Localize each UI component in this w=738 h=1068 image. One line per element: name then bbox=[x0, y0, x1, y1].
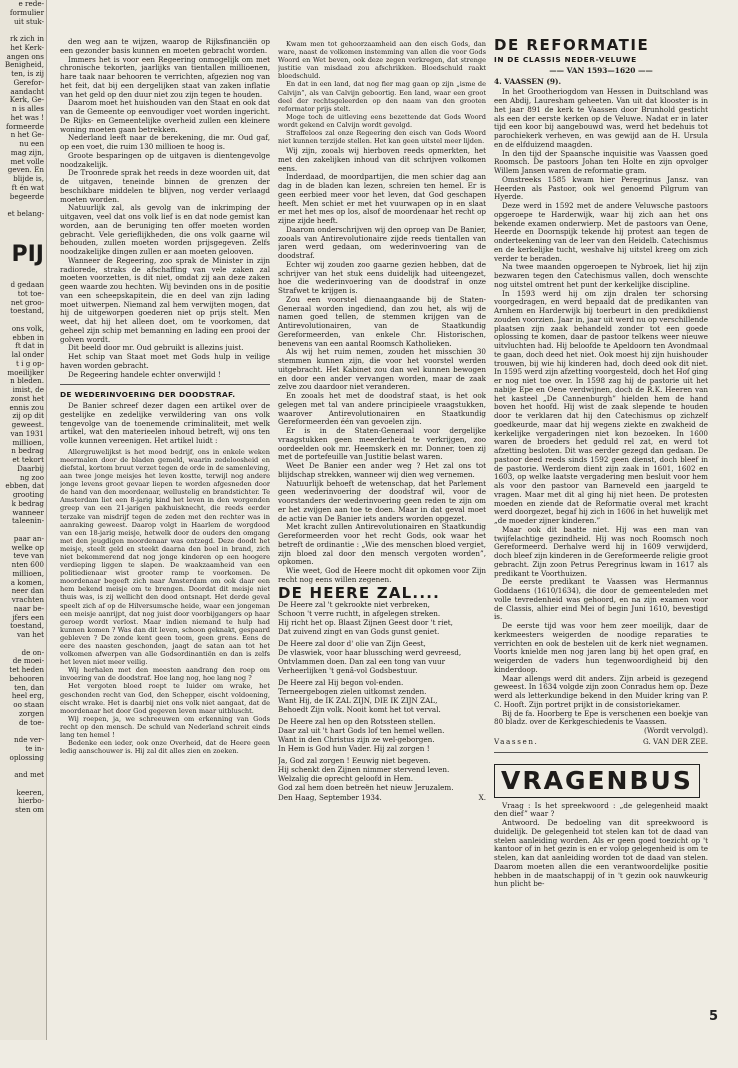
fragment-line: met volle bbox=[10, 156, 44, 166]
fragment-line: zonst het bbox=[10, 393, 44, 403]
poem-line: Ja, God zal zorgen ! Eeuwig niet begeven. bbox=[278, 756, 431, 766]
fragment-line: ten, is zij bbox=[11, 69, 44, 78]
poem-line: Daar zal uit 't hart Gods lof ten hemel wellen. bbox=[278, 726, 445, 736]
poem-line: Dat zuivend zingt en van Gods gunst geniet. bbox=[278, 626, 440, 636]
paragraph: Wanneer de Regeering, zoo sprak de Minister in zijn radiorede, straks de afschaffing van vele zaken zal moeten voorzetten, is dit niet, omdat zij aan deze zaken geen waarde zou hechten. Wij bevinden ons in de positie van een scheepskapitein, die en deel van zijn lading moet uitwerpen. Niemand zal hem verwijten mogen, dat hij de uitgeworpen goederen niet op prijs stelt. Men weet, dat hij het alleen doet, om te voorkomen, dat geheel zijn schip met bemanning en lading een prooi der golven wordt. bbox=[60, 255, 270, 344]
poem-line: De vlaswiek, voor haar blussching werd gevreesd, bbox=[278, 648, 462, 658]
fragment-line: toestand, bbox=[10, 306, 44, 316]
fragment-line: lal onder bbox=[11, 350, 44, 359]
fragment-line: paar an- bbox=[13, 533, 44, 543]
poem-title: DE HEERE ZAL.... bbox=[278, 583, 441, 602]
column-3 bbox=[494, 36, 708, 1036]
paragraph: Moge toch de uitleving eens bezettende dat Gods Woord wordt gekend en Calvijn wordt gevolgd. bbox=[278, 112, 486, 129]
paragraph: Omstreeks 1585 kwam hier Peregrinus Jansz. van Heerden als Pastoor, ook wel genoemd Pilgrum van Hyerde. bbox=[494, 174, 708, 202]
poem-line: Terneergebogen zielen uitkomst zenden. bbox=[278, 687, 427, 697]
fragment-line: et tekort bbox=[12, 455, 44, 464]
reformatie-place: Vaassen. bbox=[494, 736, 539, 746]
poem-line: In Hem is God hun Vader. Hij zal zorgen ! bbox=[278, 743, 430, 753]
fragment-line: ten, dan bbox=[14, 682, 44, 692]
paragraph: Kwam men tot gehoorzaamheid aan den eisch Gods, dan ware, naast de volkomen instemming van allen die voor Gods Woord en Wet beven, ook deze zegen verkregen, dat strenge justitie van misdaad zou afschrikken. Bloedschuld raakt bloedschuld. bbox=[278, 40, 486, 81]
fragment-line: keeren, bbox=[16, 787, 44, 797]
reformatie-body bbox=[494, 88, 708, 727]
poem-line: De Heere zal door d' olie van Zijn Geest, bbox=[278, 639, 426, 649]
paragraph: Maar ook dit baatte niet. Hij was een man van twijfelachtige gezindheid. Hij was noch Roomsch noch Gereformeerd. Derhalve werd hij in 1609 verwijderd, doch bleef zijn kinderen in de Gereformeerde religie groot gebracht. Zijn zoon Petrus Peregrinus kwam in 1617 als predikant te Voorthuizen. bbox=[494, 524, 708, 578]
fragment-line: heel erg, bbox=[11, 691, 44, 701]
fragment-line: vrachten bbox=[11, 595, 44, 604]
death-penalty-intro: De Banier schreef dezer dagen een artikel over de gestelijke en zedelijke verwildering van ons volk tengevolge van de toenemende criminaliteit, met welk artikel, wat den materieelen inhoud betreft, wij ons ten volle kunnen vereenigen. Het artikel luidt : bbox=[60, 401, 270, 445]
fragment-line: nde ver- bbox=[14, 735, 44, 744]
reformatie-subtitle: IN DE CLASSIS NEDER-VELUWE bbox=[494, 55, 637, 64]
fragment-line: geven. En bbox=[7, 165, 44, 175]
fragment-line: ft én wat bbox=[11, 182, 44, 192]
fragment-text-column bbox=[0, 0, 46, 815]
paragraph: Maar allengs werd dit anders. Zijn arbeid is gezegend geweest. In 1634 volgde zijn zoon Conradus hem op. Deze werd als letterkundige bekend in den Muider kring van P. C. Hooft. Zijn portret prijkt in de consistoriekamer. bbox=[494, 673, 708, 709]
fragment-line: net groo- bbox=[10, 297, 44, 307]
paragraph: Daarom moet het huishouden van den Staat en ook dat van de Gemeente op eenvoudiger voet worden ingericht. De Rijks- en Gemeentelijke overheid zullen een kleinere woning moeten gaan betrekken. bbox=[60, 98, 270, 134]
finance-article-body bbox=[60, 38, 270, 379]
fragment-line: a komen, bbox=[10, 577, 44, 587]
poem-line: Welzalig die oprecht geloofd in Hem. bbox=[278, 773, 413, 783]
fragment-line bbox=[0, 219, 46, 228]
paragraph: Na twee maanden opgeroepen te Nybroek, liet hij zijn bezwaren tegen den Catechismus vallen, doch wenschte nog uitstel omtrent het punt der kerkelijke discipline. bbox=[494, 262, 708, 289]
fragment-line: angen ons bbox=[6, 51, 44, 61]
reformatie-author: G. VAN DER ZEE. bbox=[643, 736, 708, 746]
column-divider bbox=[494, 752, 708, 753]
fragment-line: formulier bbox=[9, 7, 44, 17]
paragraph: Wij herhalen met den meesten aandrang den roep om invoering van de doodstraf. Hoe lang nog, hoe lang nog ? bbox=[60, 666, 270, 683]
paragraph: Immers het is voor een Regeering onmogelijk om met chronische tekorten, jaarlijks van tientallen millioenen, hare taak naar behooren te verrichten, afgezien nog van het feit, dat bij een dergelijken staat van zaken inflatie van het geld op den duur niet zou zijn tegen te houden. bbox=[60, 54, 270, 99]
death-penalty-heading: DE WEDERINVOERING DER DOODSTRAF. bbox=[60, 390, 236, 400]
fragment-line: van 1931 bbox=[10, 428, 44, 438]
vragenbus-title: VRAGENBUS bbox=[494, 764, 700, 798]
poem-line: Want in den Christus zijn ze wel-geborgen. bbox=[278, 734, 435, 744]
fragment-line: t i g op- bbox=[16, 358, 44, 368]
paragraph: Echter wij zouden zoo gaarne gezien hebben, dat de schrijver van het stuk eens duidelijk had uiteengezet, hoe die wederinvoering van de doodstraf in onze Strafwet te krijgen is. bbox=[278, 259, 486, 296]
fragment-line: tot toe- bbox=[17, 288, 44, 298]
fragment-line: millioen, bbox=[12, 568, 44, 578]
column-2 bbox=[278, 38, 486, 1018]
fragment-line: neer dan bbox=[11, 586, 44, 596]
vragenbus-question: Vraag : Is het spreekwoord : „de gelegenheid maakt den dief” waar ? bbox=[494, 800, 708, 819]
to-be-continued: (Wordt vervolgd). bbox=[644, 726, 708, 735]
reformatie-years: —— VAN 1593—1620 —— bbox=[549, 65, 653, 75]
fragment-line: formeerde bbox=[5, 121, 44, 131]
paragraph: Dit beeld door mr. Oud gebruikt is allezins juist. bbox=[68, 343, 244, 353]
fragment-line bbox=[0, 228, 46, 237]
previous-page-fragment bbox=[0, 0, 47, 1040]
fragment-line: hierbo- bbox=[18, 796, 44, 806]
paragraph: De eerste tijd was voor hem zeer moeilijk, daar de kerkmeesters weigerden de noodige reparaties te verrichten en ook de bestelen uit de kerk niet wegnamen. Voorts knielde men nog jaren lang bij het open graf, en weigerden de vaders hun tegenwoordigheid bij den kinderdoop. bbox=[494, 621, 708, 674]
paragraph: Het vergoten bloed roept te luider om wrake, het geschonden recht van God, den Schepper, eischt voldoening, eischt wrake. Het is daarbij niet ons volk niet aangaat, dat de moordenaar het door God gegeven leven maar uitbluscht. bbox=[60, 682, 270, 715]
paragraph: Daarom onderschrijven wij den oproep van De Banier, zooals van Antirevolutionaire zijde reeds tientallen van jaren werd gedaan, om wederinvoering van de doodstraf. bbox=[278, 224, 486, 261]
fragment-line: geweest. bbox=[11, 420, 44, 429]
fragment-line: van het bbox=[16, 630, 44, 639]
reformatie-article-number: 4. VAASSEN (9). bbox=[494, 76, 562, 86]
paragraph: Er is in de Staten-Generaal voor dergelijke vraagstukken geen meerderheid te verkrijgen, zoo oordeelden ook mr. Heemskerk en mr. Donner, toen zij met de portefeuille van Justitie belast waren. bbox=[278, 426, 486, 462]
fragment-line: ebben, dat bbox=[5, 481, 44, 491]
fragment-line: Daarbij bbox=[17, 463, 44, 473]
fragment-line: n het Ge- bbox=[10, 130, 44, 140]
paragraph: Weet De Banier een ander weg ? Het zal ons tot blijdschap strekken, wanneer wij dien weg vernemen. bbox=[278, 461, 486, 479]
fragment-big-word: PIJ bbox=[11, 242, 44, 268]
poem-line: Ontvlammen doen. Dan zal een tong van vuur bbox=[278, 656, 446, 666]
paragraph: En zooals het met de doodstraf staat, is het ook gelegen met tal van andere principieele vraagstukken, waarover Antirevolutionairen en Staatkundig Gereformeerden één van gevoelen zijn. bbox=[278, 391, 486, 427]
fragment-line: rk zich in bbox=[9, 34, 44, 43]
fragment-line: toestand, bbox=[10, 621, 44, 631]
column-divider bbox=[60, 384, 270, 385]
fragment-line: ennis zou bbox=[9, 402, 44, 412]
banier-quote bbox=[60, 448, 270, 756]
paragraph: Nederland leeft naar de berekening, die mr. Oud gaf, op een voet, die ruim 130 millioen te hoog is. bbox=[60, 133, 270, 151]
fragment-line: and met bbox=[14, 770, 44, 779]
paragraph: Als wij het ruim nemen, zouden het misschien 30 stemmen kunnen zijn, die voor het voorstel werden uitgebracht. Het Kabinet zou dan wel kunnen bewogen en door een ander vervangen worden, maar de zaak zelve zou daardoor niet veranderen. bbox=[278, 347, 486, 392]
fragment-line: et belang- bbox=[7, 209, 44, 218]
fragment-line: imist, de bbox=[12, 385, 44, 394]
fragment-line: ng zoo bbox=[20, 472, 44, 482]
fragment-line: moeilijker bbox=[7, 367, 44, 377]
fragment-line: aandacht bbox=[10, 86, 44, 96]
poem-signature bbox=[278, 794, 486, 803]
fragment-line: naar be- bbox=[13, 603, 44, 613]
poem-line: Want Hij, de IK ZAL ZIJN, DIE IK ZIJN ZAL, bbox=[278, 695, 438, 705]
paragraph: In den tijd der Spaansche inquisitie was Vaassen goed Roomsch. De pastoors Johan ten Holte en zijn opvolger Willem Jansen waren de reformatie gram. bbox=[494, 148, 708, 175]
fragment-line: tet heden bbox=[9, 665, 44, 674]
fragment-line: het Kerk- bbox=[10, 42, 44, 52]
paragraph: De Troonrede sprak het reeds in deze woorden uit, dat de uitgaven, teneinde binnen de grenzen der beschikbare middelen te blijven, nog verder verlaagd moeten worden. bbox=[60, 168, 270, 204]
fragment-line: millioen, bbox=[12, 437, 44, 447]
paragraph: Allergruwelijkst is het mood bedrijf, ons in enkele weken meermalen door de bladen gemeld, waarin zedeloosheid en diefstal, kortom bruut verzet tegen de orde in de samenleving, aan twee jonge meisjes het leven kostte, terwijl nog andere jonge levens groot gevaar liepen te worden afgesneden door de hand van den moordenaar, wellustelig en brandstichter. Te Amsterdam liet een 8-jarig kind het leven in den worgenden greep van een 21-jarigen pakhuisknecht, die reeds eerder terzake van misdrijf tegen de zeden met den rechter was in aanraking geweest. Daarop volgt in Haarlem de worgdood van een 18-jarig meisje, hetwelk door de ouders den omgang met den jeugdigen moordenaar was ontzegd. Deze doodt het meisje, steelt geld en steekt daarna den boel in brand, zich niet bekommerend dat nog jonge kinderen op een hoogere verdieping liggen te slapen. De waakzaamheid van een politiedienaar wist grooter ramp te voorkomen. De moordenaar begeeft zich naar Amsterdam om ook daar een hem bekend meisje om te brengen. Doordat dit meisje niet thuis was, is zij wellicht den dood ontsnapt. Het derde geval speelt zich af op de Hilversumsche heide, waar een jongeman een meisje aanrijpt, dat nog juist door voorbijgangers op haar geroep wordt verlost. Maar indien niemand te hulp had kunnen komen ? Was dan dit leven, schoon geknakt, gespaard gebleven ? De zonde kent geen toom, geen grens. Eens de eere des naasten geschonden, jaagt de satan aan tot het volkomen afwerpen van alle Godsordinantiën en dan is zelfs het leven niet meer veilig. bbox=[60, 447, 270, 667]
paragraph: De eerste predikant te Vaassen was Hermannus Goddaens (1610/1634), die door de gemeenteleden met volle tevredenheid was gehoord, en na zijn examen voor de Classis, alhier eind Mei of begin Juni 1610, bevestigd is. bbox=[494, 577, 708, 622]
fragment-line: taleenin- bbox=[12, 516, 44, 526]
fragment-line: de toe- bbox=[18, 717, 44, 727]
poem-line: Hij richt het op. Blaast Zijnen Geest door 't riet, bbox=[278, 617, 453, 627]
fragment-line: welke op bbox=[11, 542, 44, 552]
paragraph: Bedenke een ieder, ook onze Overheid, dat de Heere geen ledig aanschouwer is. Hij zal dit alles zien en zoeken. bbox=[60, 739, 270, 756]
fragment-line: nu een bbox=[19, 139, 44, 148]
paragraph: Wij roepen, ja, we schreeuwen om erkenning van Gods recht op den mensch. De schuld van Nederland schreit einds lang ten hemel ! bbox=[60, 714, 270, 740]
page-number: 5 bbox=[708, 1009, 718, 1024]
fragment-line: zij op dit bbox=[12, 411, 44, 421]
reformatie-signature bbox=[494, 738, 708, 747]
paragraph: In 1593 werd hij om zijn dralen ter schorsing voorgedragen, en werd bepaald dat de predikanten van Arnhem en Harderwijk bij toerbeurt in den predikdienst zouden voorzien. Jaar in, jaar uit werd nu op verschillende plaatsen zijn zaak behandeld zonder tot een goede oplossing te komen, daar de pastoor telkens weer nieuwe uitvluchten had. Hij beloofde te Apeldoorn ten Avondmaal te gaan, doch deed het niet. Ook moest hij zijn huishouder trouwen, bij wie hij kinderen had, doch deed ook dit niet. In 1595 werd zijn afzetting voorgesteld, doch het Hof ging er nog niet toe over. In 1598 zag hij de pastorie uit het nabije Epe en Oene verdwijnen, doch de R.K. Heeren van het kasteel „De Cannenburgh” hielden hem de hand boven het hoofd. Hij wist de zaak slepende te houden door te verklaren dat hij den Catechismus op zichzelf goedkeurde, maar dat hij wegens ziekte en zwakheid de kerkelijke vergaderingen niet kon bezoeken. In 1600 waren de broeders het geduld rel zat, en werd tot afzetting besloten. Dit was eerder gezegd dan gedaan. De pastoor deed reeds sinds 1592 geen dienst, doch bleef in de pastorie. Werderom dient zijn zaak in 1601, 1602 en 1603, op welke laatste vergadering men besluit voor hem als voor den pastoor van Barneveld een jaargeld te vragen. Maar met dit al ging hij niet heen. De protesten moeden en ziende dat de Reformatie overal met kracht werd doorgezet, begaf hij zich in 1606 in het huwelijk met „de moeder zijner kinderen.” bbox=[494, 288, 708, 525]
paragraph: En dat in een land, dat nog fier mag gaan op zijn „isme de Calvijn”, als van Calvijn geboortig. Een land, waar een groot deel der rechtsgeleerden op den naam van den grooten reformator prijs stelt. bbox=[278, 80, 486, 113]
paragraph: Deze werd in 1592 met de andere Veluwsche pastoors opgeroepe te Harderwijk, waar hij zich aan het ons bekende examen onderwierp. Met de pastoors van Oene, Heerde en Doornspijk tekende hij protest aan tegen de onderteekening van de leer van den Heidelb. Catechismus en de kerkelijke tucht, weshalve hij uitstel kreeg om zich verder te beraden. bbox=[494, 201, 708, 263]
reformatie-title: DE REFORMATIE bbox=[494, 36, 650, 54]
poem-line: De Heere zal hen op den Rotssteen stellen. bbox=[278, 717, 436, 727]
fragment-line: ebben in bbox=[12, 332, 44, 342]
poem-body bbox=[278, 601, 486, 792]
fragment-line: uit stuk- bbox=[14, 16, 44, 26]
fragment-line: begeerde bbox=[9, 191, 44, 201]
fragment-line: blijde is, bbox=[13, 174, 44, 183]
paragraph: Met kracht zullen Antirevolutionairen en Staatkundig Gereformeerden voor het recht Gods, ook waar het betreft de ordinantie : „Wie des menschen bloed vergiet, zijn bloed zal door den mensch vergoten worden”, opkomen. bbox=[278, 522, 486, 567]
poem-line: De Heere zal Hij begon vol-enden. bbox=[278, 678, 404, 688]
paragraph: Wie weet, God de Heere mocht dit opkomen voor Zijn recht nog eens willen zegenen. bbox=[278, 566, 486, 584]
fragment-line: grooting bbox=[12, 490, 44, 499]
fragment-line: e rede- bbox=[18, 0, 44, 8]
fragment-line: behooren bbox=[9, 673, 44, 683]
poem-line: Verheerlijken 't genâ-vol Godsbestuur. bbox=[278, 665, 418, 675]
paragraph: Wij zijn, zooals wij hierboven reeds opmerkten, het met den zakelijken inhoud van dit schrijven volkomen eens. bbox=[278, 146, 486, 173]
poem-line: De Heere zal 't gekrookte niet verbreken, bbox=[278, 600, 430, 610]
column-1 bbox=[60, 38, 270, 1018]
paragraph: Zou een voorstel dienaangaande bij de Staten-Generaal worden ingediend, dan zou het, als wij de namen goed tellen, de stemmen krijgen van de Antirevolutionairen, van de Staatkundig Gereformeerden, van enkele Chr. Historischen, benevens van een aantal Roomsch Katholieken. bbox=[278, 294, 486, 348]
poem-line: God zal hem doen betreën het nieuw Jeruzalem. bbox=[278, 782, 454, 792]
fragment-line: k bedrag bbox=[11, 498, 44, 508]
fragment-line: ft dat in bbox=[15, 341, 44, 351]
fragment-line: het was ! bbox=[10, 112, 44, 122]
fragment-line: de on- bbox=[21, 647, 44, 657]
fragment-line: te in- bbox=[25, 743, 44, 753]
fragment-line: oo staan bbox=[13, 700, 44, 709]
paragraph: den weg aan te wijzen, waarop de Rijksfinanciën op een gezonder basis kunnen en moeten gebracht worden. bbox=[60, 38, 270, 55]
fragment-line: n is alles bbox=[11, 104, 44, 113]
fragment-line: oplossing bbox=[9, 752, 44, 762]
fragment-line: nten 600 bbox=[11, 560, 44, 569]
fragment-line: Gerefor- bbox=[13, 77, 44, 87]
fragment-line: teve van bbox=[13, 551, 44, 561]
banier-quote-continued bbox=[278, 40, 486, 145]
fragment-line: n bleden. bbox=[10, 376, 44, 386]
poem-place-date: Den Haag, September 1934. bbox=[278, 793, 382, 803]
poem-line: Schoon 't verre ruchtt, in afgelegen streken. bbox=[278, 609, 441, 619]
fragment-line: ons volk, bbox=[11, 323, 44, 333]
fragment-line: sten om bbox=[15, 805, 44, 814]
fragment-line: mag zijn, bbox=[10, 147, 44, 157]
fragment-line: jfers een bbox=[12, 612, 44, 622]
fragment-line: n bedrag bbox=[11, 446, 44, 456]
fragment-line: Kerk, Ge- bbox=[9, 95, 44, 105]
paragraph: In het Grootheriogdom van Hessen in Duitschland was een Abdij, Lauresham geheeten. Van uit dat klooster is in het jaar 891 de kerk te Vaassen door Brunhold gesticht als een der eerste kerken op de Veluwe. Nadat er in later tijd een koor bij aangebouwd was, werd het bedehuis tot parochiekerk verheven, en was gewijd aan de H. Ursula en de elfduizend maagden. bbox=[494, 87, 708, 149]
poem-author: X. bbox=[478, 793, 486, 803]
poem-line: Hij schenkt den Zijnen nimmer stervend leven. bbox=[278, 765, 450, 775]
fragment-line: d gedaan bbox=[10, 280, 44, 289]
paragraph: Groote besparingen op de uitgaven is dientengevolge noodzakelijk. bbox=[60, 150, 270, 169]
fragment-line: Benigheid, bbox=[4, 60, 44, 70]
paragraph: Straffeloos zal onze Regeering den eisch van Gods Woord niet kunnen terzijde stellen. Het kan geen uitstel meer lijden. bbox=[278, 129, 486, 146]
fragment-line: wanneer bbox=[12, 507, 44, 517]
fragment-line: de moei- bbox=[12, 656, 44, 666]
paragraph: De Regeering handele echter onverwijld ! bbox=[68, 369, 221, 379]
paragraph: Bij de fa. Hoorberg te Epe is verschenen een boekje van 80 bladz. over de Kerkgeschiedenis te Vaassen. bbox=[494, 708, 708, 727]
vragenbus-answer: Antwoord. De bedoeling van dit spreekwoord is duidelijk. De gelegenheid tot stelen kan tot de daad van stelen aanleiding worden. Als er geen goed toezicht op 't kantoor of in het gezin is en er volop gelegenheid is om te stelen, kan dat aanleiding worden tot de daad van stelen. Daarom moeten allen die een verantwoordelijke positie hebben in de maatschappij of in 't gezin ook nauwkeurig hun plicht be- bbox=[494, 818, 708, 889]
fragment-line: zorgen bbox=[18, 708, 44, 718]
death-penalty-commentary bbox=[278, 147, 486, 585]
poem-line: Behoedt Zijn volk. Nooit komt het tot verval. bbox=[278, 704, 441, 714]
paragraph: Het schip van Staat moet met Gods hulp in veilige haven worden gebracht. bbox=[60, 352, 270, 370]
paragraph: Natuurlijk zal, als gevolg van de inkrimping der uitgaven, veel dat ons volk lief is en dat node gemist kan worden, aan de beruniging ten offer moeten worden gebracht. Vele gerieflijkheden, die ons volk gaarne wil behouden, zullen moeten worden prijsgegeven. Zelfs noodzakelijke dingen zullen er aan moeten gelooven. bbox=[60, 203, 270, 256]
paragraph: Natuurlijk behoeft de wetenschap, dat het Parlement geen wederinvoering der doodstraf wil, voor de voorstanders der wederinvoering geen reden te zijn om er het zwijgen aan toe te doen. Maar in dat geval moet de actie van De Banier iets anders worden opgezet. bbox=[278, 478, 486, 523]
paragraph: Inderdaad, de moordpartijen, die men schier dag aan dag in de bladen kan lezen, schreien ten hemel. Er is geen eerbied meer voor het leven, dat God geschapen heeft. Men schiet er met het vuurwapen op in en slaat er met het mes op los, alsof de moordenaar het recht op zijne zijde heeft. bbox=[278, 172, 486, 226]
